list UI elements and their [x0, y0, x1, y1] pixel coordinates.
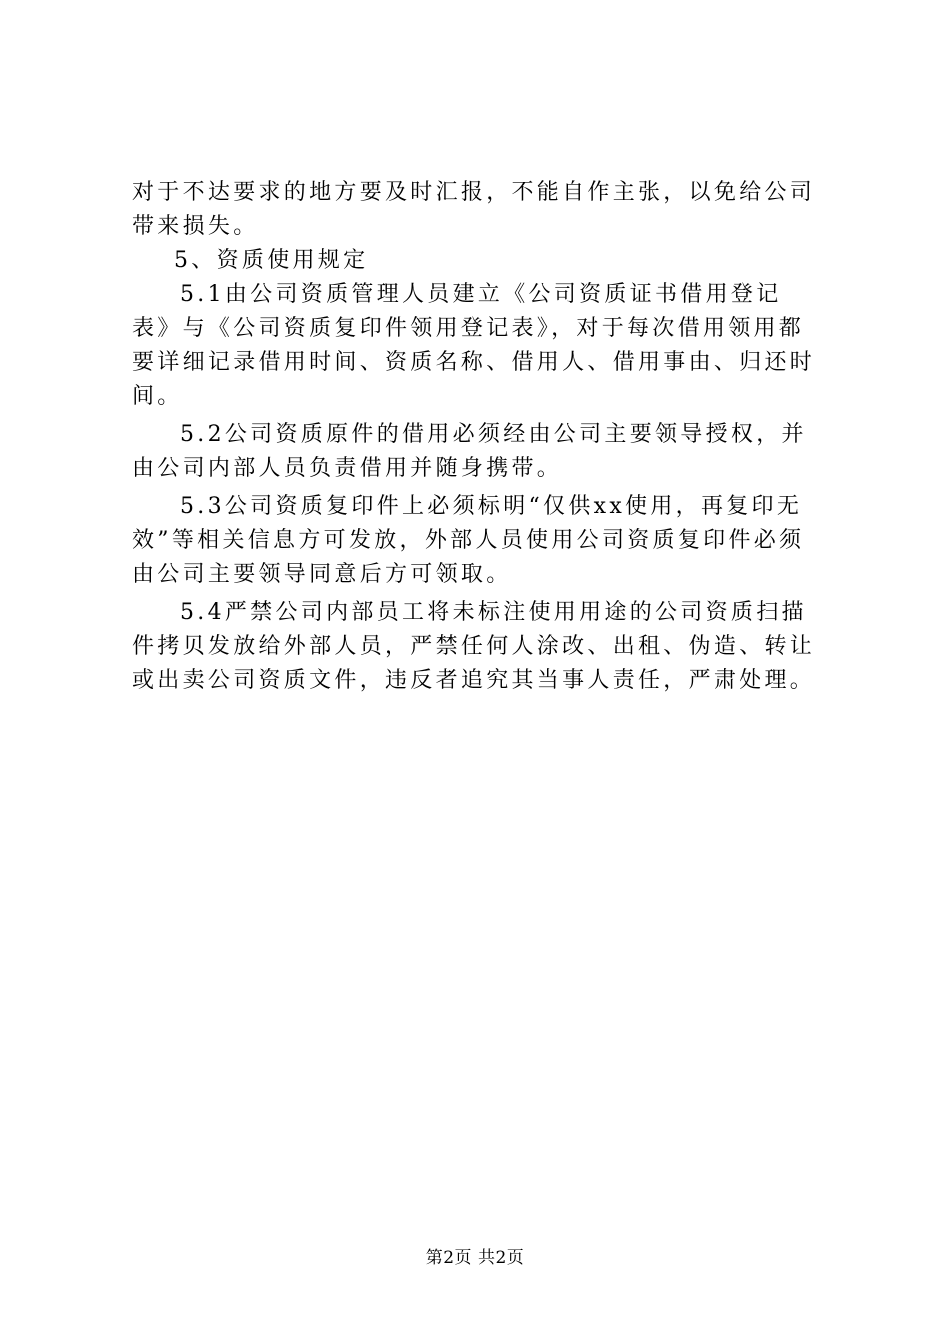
text-line: 由公司内部人员负责借用并随身携带。: [132, 456, 563, 481]
text-line: 或出卖公司资质文件，违反者追究其当事人责任，严肃处理。: [132, 668, 816, 693]
text-line: 5.4严禁公司内部员工将未标注使用用途的公司资质扫描: [180, 600, 807, 625]
text-line: 件拷贝发放给外部人员，严禁任何人涂改、出租、伪造、转让: [132, 634, 816, 659]
text-line: 带来损失。: [132, 214, 259, 239]
text-line: 要详细记录借用时间、资质名称、借用人、借用事由、归还时: [132, 350, 816, 375]
text-line: 对于不达要求的地方要及时汇报，不能自作主张，以免给公司: [132, 180, 816, 205]
document-body: [132, 176, 832, 698]
page-number-label: 第2页 共2页: [425, 1248, 525, 1268]
text-line: 5.1由公司资质管理人员建立《公司资质证书借用登记: [180, 282, 782, 307]
text-line: 表》与《公司资质复印件领用登记表》，对于每次借用领用都: [132, 316, 805, 341]
text-line: 间。: [132, 384, 183, 409]
page-footer: [0, 1243, 950, 1268]
section-heading: 5、资质使用规定: [174, 248, 369, 273]
text-line: 5.3公司资质复印件上必须标明“仅供xx使用，再复印无: [180, 494, 803, 519]
text-line: 由公司主要领导同意后方可领取。: [132, 562, 512, 587]
text-line: 5.2公司资质原件的借用必须经由公司主要领导授权，并: [180, 422, 807, 447]
text-line: 效”等相关信息方可发放，外部人员使用公司资质复印件必须: [132, 528, 805, 553]
